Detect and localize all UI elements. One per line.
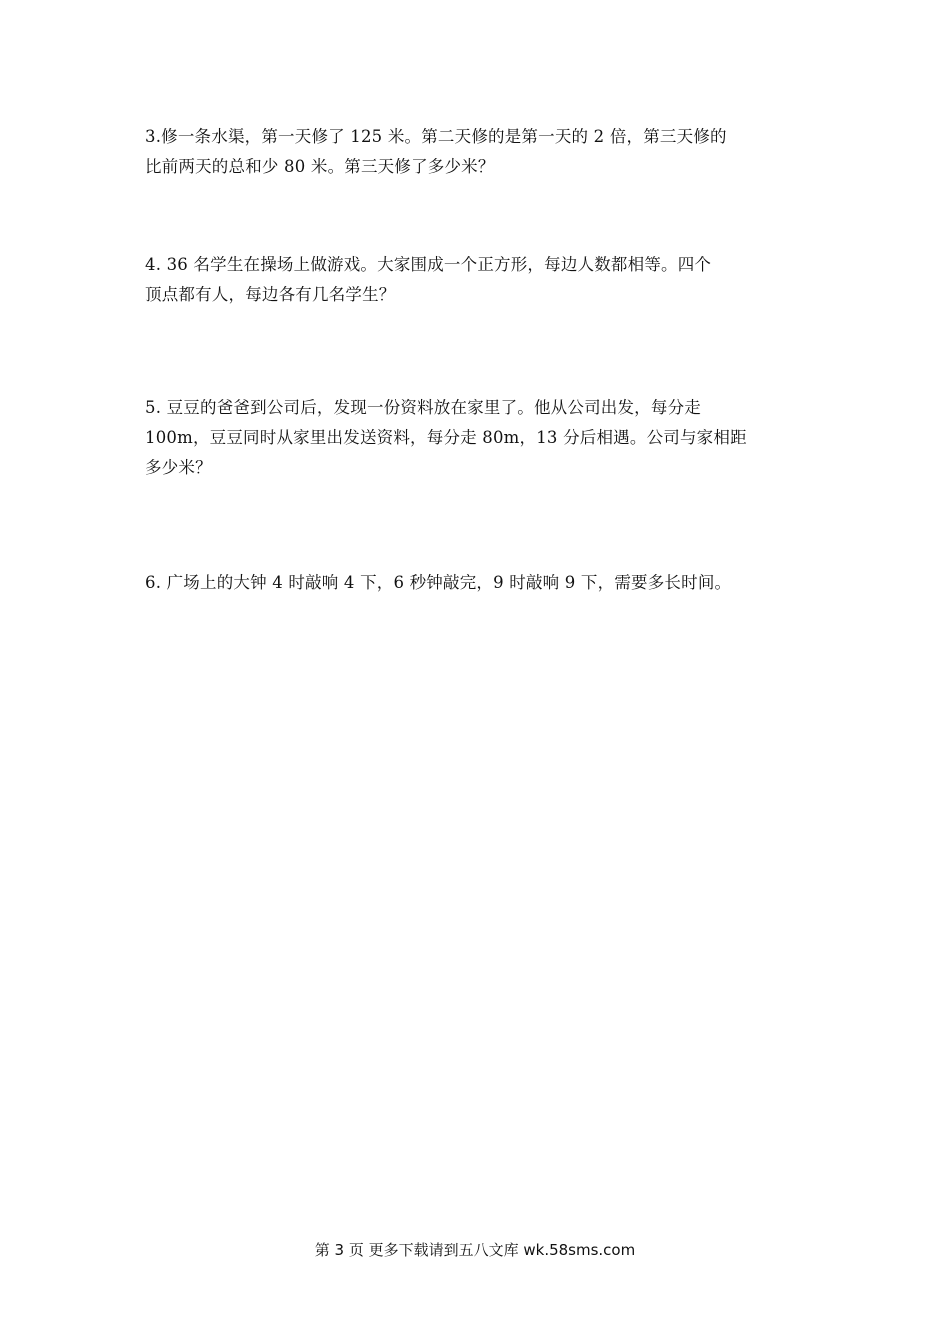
question-4 [145,250,810,310]
question-3-line-1: 3.修一条水渠，第一天修了 125 米。第二天修的是第一天的 2 倍，第三天修的 [145,127,727,146]
question-3-line-2: 比前两天的总和少 80 米。第三天修了多少米？ [145,157,495,176]
question-5-line-3: 多少米？ [145,458,212,477]
question-5 [145,393,810,483]
question-3 [145,122,810,182]
question-6-line-1: 6. 广场上的大钟 4 时敲响 4 下，6 秒钟敲完，9 时敲响 9 下，需要多长时间。 [145,573,732,592]
question-5-line-1: 5. 豆豆的爸爸到公司后，发现一份资料放在家里了。他从公司出发，每分走 [145,398,701,417]
question-4-line-2: 顶点都有人，每边各有几名学生？ [145,285,396,304]
question-6 [145,568,810,598]
question-5-line-2: 100m，豆豆同时从家里出发送资料，每分走 80m，13 分后相遇。公司与家相距 [145,428,747,447]
page-footer: 第 3 页 更多下载请到五八文库 wk.58sms.com [314,1241,636,1259]
question-4-line-1: 4. 36 名学生在操场上做游戏。大家围成一个正方形，每边人数都相等。四个 [145,255,712,274]
